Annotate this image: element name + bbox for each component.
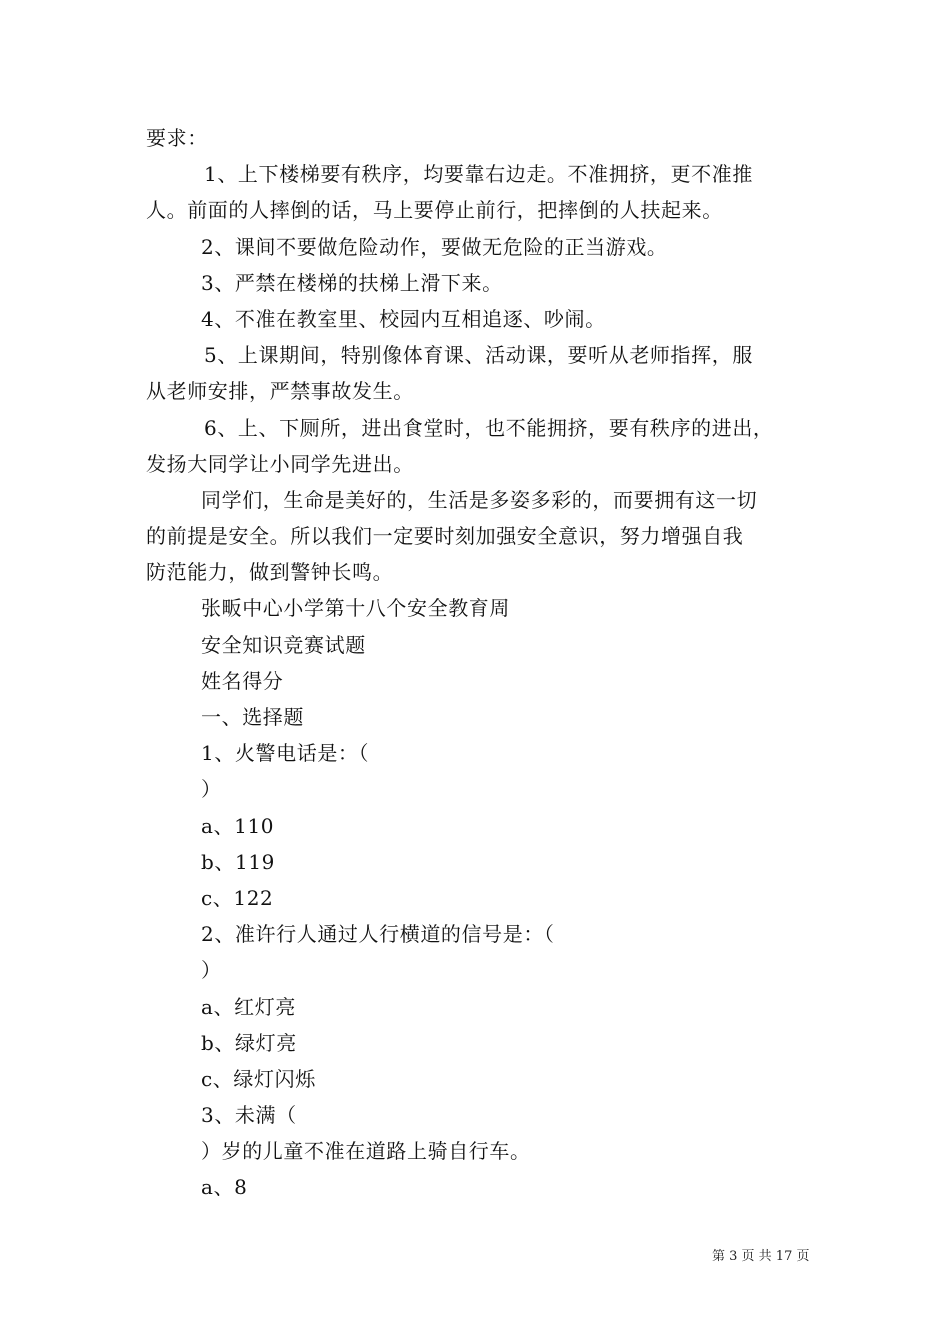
document-body [146, 120, 806, 1206]
option-line: a、红灯亮 [201, 994, 296, 1019]
text-line: 5、上课期间，特别像体育课、活动课，要听从老师指挥，服 [204, 343, 753, 368]
page-number-footer: 第 3 页 共 17 页 [712, 1249, 810, 1264]
option-line: a、110 [201, 813, 275, 838]
question-line: ） [201, 777, 222, 802]
option-line: b、119 [201, 849, 275, 874]
text-line: 的前提是安全。所以我们一定要时刻加强安全意识，努力增强自我 [146, 524, 744, 549]
text-line: 3、严禁在楼梯的扶梯上滑下来。 [201, 270, 503, 295]
text-line: 2、课间不要做危险动作，要做无危险的正当游戏。 [201, 234, 668, 259]
question-line: 2、准许行人通过人行横道的信号是：（ [201, 922, 555, 947]
text-line: 1、上下楼梯要有秩序，均要靠右边走。不准拥挤，更不准推 [204, 162, 753, 187]
text-line: 发扬大同学让小同学先进出。 [146, 451, 414, 476]
question-line: ）岁的儿童不准在道路上骑自行车。 [201, 1139, 531, 1164]
option-line: c、122 [201, 885, 274, 910]
heading-line: 张畈中心小学第十八个安全教育周 [201, 596, 510, 621]
text-line: 从老师安排，严禁事故发生。 [146, 379, 414, 404]
option-line: c、绿灯闪烁 [201, 1066, 316, 1091]
text-line: 要求： [146, 126, 208, 150]
option-line: a、8 [201, 1175, 248, 1200]
text-line: 6、上、下厕所，进出食堂时，也不能拥挤，要有秩序的进出， [204, 415, 774, 440]
heading-line: 安全知识竞赛试题 [201, 632, 366, 657]
section-title: 一、选择题 [201, 705, 304, 729]
question-line: ） [201, 958, 222, 983]
text-line: 人。前面的人摔倒的话，马上要停止前行，把摔倒的人扶起来。 [146, 198, 723, 223]
question-line: 3、未满（ [201, 1103, 297, 1128]
text-line: 4、不准在教室里、校园内互相追逐、吵闹。 [201, 306, 606, 331]
text-line: 防范能力，做到警钟长鸣。 [146, 560, 394, 585]
option-line: b、绿灯亮 [201, 1030, 297, 1055]
question-line: 1、火警电话是：（ [201, 741, 370, 766]
text-line: 同学们，生命是美好的，生活是多姿多彩的，而要拥有这一切 [201, 487, 758, 512]
name-score-line: 姓名得分 [201, 668, 284, 693]
